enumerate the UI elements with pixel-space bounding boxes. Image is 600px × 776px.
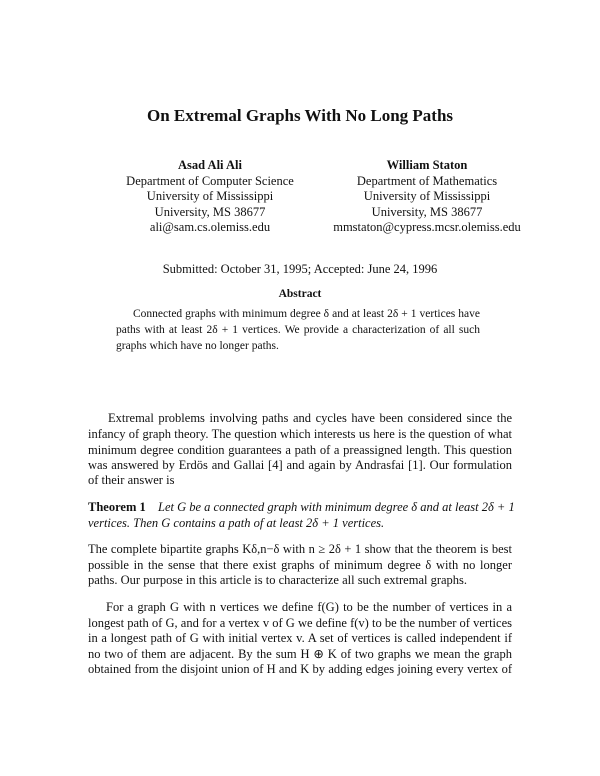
body-line: longest path of G, and for a vertex v of G we define f(v) to be the number of vertices bbox=[88, 616, 512, 630]
author-university: University of Mississippi bbox=[363, 189, 491, 203]
theorem-label: Theorem 1 bbox=[88, 500, 146, 514]
body-line: of their answer is bbox=[88, 473, 175, 487]
paper-title: On Extremal Graphs With No Long Paths bbox=[146, 106, 454, 125]
abstract-line: graphs which have no longer paths. bbox=[116, 340, 279, 352]
author-name: William Staton bbox=[386, 158, 468, 172]
body-line: minimum degree condition guarantees a path of a preassigned length. This question bbox=[88, 443, 512, 457]
submission-dates: Submitted: October 31, 1995; Accepted: June 24, 1996 bbox=[162, 262, 438, 276]
author-university: University of Mississippi bbox=[146, 189, 274, 203]
body-line: in a longest path of G with initial vertex v. A set of vertices is called independent if bbox=[88, 631, 512, 645]
abstract-heading: Abstract bbox=[278, 288, 322, 300]
body-line: was answered by Erdös and Gallai [4] and again by Andrasfai [1]. Our formulation bbox=[88, 458, 512, 472]
body-line: infancy of graph theory. The question which interests us here is the question of what bbox=[88, 427, 512, 441]
body-line: no two of them are adjacent. By the sum H ⊕ K of two graphs we mean the graph bbox=[88, 647, 512, 661]
author-address: University, MS 38677 bbox=[154, 204, 266, 219]
body-line: possible in the sense that there exist graphs of minimum degree δ with no longer bbox=[88, 558, 512, 572]
author-block-2 bbox=[282, 158, 572, 236]
body-line: obtained from the disjoint union of H and K by adding edges joining every vertex of bbox=[88, 662, 512, 676]
body-line: The complete bipartite graphs Kδ,n−δ with n ≥ 2δ + 1 show that the theorem is best bbox=[88, 542, 512, 556]
theorem-line: vertices. Then G contains a path of at least 2δ + 1 vertices. bbox=[88, 516, 385, 530]
body-line: Extremal problems involving paths and cycles have been considered since the bbox=[108, 411, 512, 425]
author-department: Department of Computer Science bbox=[126, 173, 294, 188]
abstract-line: paths with at least 2δ + 1 vertices. We provide a characterization of all such bbox=[116, 324, 480, 336]
author-department: Department of Mathematics bbox=[356, 173, 498, 188]
theorem-line: Let G be a connected graph with minimum degree δ and at least 2δ + 1 bbox=[158, 500, 515, 514]
author-email: mmstaton@cypress.mcsr.olemiss.edu bbox=[333, 220, 521, 234]
author-email: ali@sam.cs.olemiss.edu bbox=[149, 220, 271, 234]
author-address: University, MS 38677 bbox=[371, 204, 483, 219]
author-name: Asad Ali Ali bbox=[178, 158, 242, 172]
body-line: For a graph G with n vertices we define f(G) to be the number of vertices in a bbox=[106, 600, 512, 614]
body-line: paths. Our purpose in this article is to characterize all such extremal graphs. bbox=[88, 573, 468, 587]
abstract-line: Connected graphs with minimum degree δ and at least 2δ + 1 vertices have bbox=[133, 308, 480, 320]
